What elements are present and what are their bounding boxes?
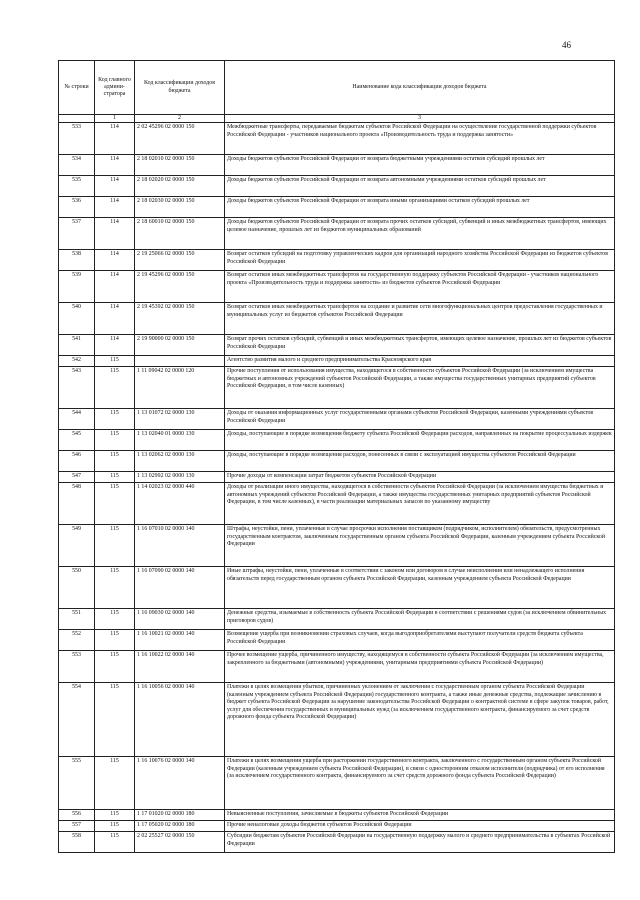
classification-code-cell: 1 13 02040 01 0000 130 [135, 430, 225, 451]
row-number-cell: 533 [59, 123, 95, 155]
classification-name-cell: Денежные средства, изымаемые в собственность субъекта Российской Федерации в соответствии с решениями судов (за исключением обвинительных приговоров судов) [225, 609, 615, 630]
admin-code-cell: 115 [95, 483, 135, 525]
classification-name-cell: Доходы бюджетов субъектов Российской Федерации от возврата автономными учреждениями остатков субсидий прошлых лет [225, 176, 615, 197]
table-row [59, 409, 615, 430]
classification-code-cell: 2 02 25527 02 0000 150 [135, 832, 225, 853]
classification-code-cell: 2 19 45392 02 0000 150 [135, 303, 225, 335]
classification-code-cell: 1 16 10021 02 0000 140 [135, 630, 225, 651]
table-row [59, 303, 615, 335]
classification-name-cell: Доходы, поступающие в порядке возмещения бюджету субъекта Российской Федерации расходов, направленных на покрытие процессуальных издержек [225, 430, 615, 451]
classification-code-cell: 2 19 90000 02 0000 150 [135, 335, 225, 356]
row-number-cell: 556 [59, 810, 95, 821]
header-admin-code: Код главного админи-стратора [95, 61, 135, 115]
admin-code-cell: 115 [95, 810, 135, 821]
header-classification-name: Наименование кода классификации доходов бюджета [225, 61, 615, 115]
admin-code-cell: 114 [95, 197, 135, 218]
classification-code-cell: 1 17 01020 02 0000 180 [135, 810, 225, 821]
table-row [59, 609, 615, 630]
table-body [59, 123, 615, 853]
admin-code-cell: 115 [95, 367, 135, 409]
admin-code-cell: 114 [95, 155, 135, 176]
classification-name-cell: Доходы, поступающие в порядке возмещения расходов, понесенных в связи с эксплуатацией имущества субъектов Российской Федерации [225, 451, 615, 472]
row-number-cell: 534 [59, 155, 95, 176]
row-number-cell: 543 [59, 367, 95, 409]
classification-name-cell: Платежи в целях возмещения убытков, причиненных уклонением от заключения с государственным органом субъекта Российской Федерации (казенным учреждением субъекта Российской Федерации) государственного контракта, а также иные денежные средства, подлежащие зачислению в бюджет субъекта Российской Федерации за нарушение законодательства Российской Федерации о контрактной системе в сфере закупок товаров, работ, услуг для обеспечения государственных и муниципальных нужд (за исключением государственного контракта, финансируемого за счет средств дорожного фонда субъекта Российской Федерации) [225, 683, 615, 757]
row-number-cell: 549 [59, 525, 95, 567]
row-number-cell: 554 [59, 683, 95, 757]
table-row [59, 630, 615, 651]
classification-name-cell: Иные штрафы, неустойки, пени, уплаченные в соответствии с законом или договором в случае неисполнения или ненадлежащего исполнения обязательств перед государственным органом субъекта Российской Федерации, казенным учреждением субъекта Российской Федерации [225, 567, 615, 609]
admin-code-cell: 114 [95, 176, 135, 197]
classification-code-cell: 2 18 02030 02 0000 150 [135, 197, 225, 218]
table-row [59, 367, 615, 409]
classification-name-cell: Субсидии бюджетам субъектов Российской Федерации на государственную поддержку малого и среднего предпринимательства в субъектах Российской Федерации [225, 832, 615, 853]
classification-code-cell [135, 356, 225, 367]
row-number-cell: 546 [59, 451, 95, 472]
table-header-row [59, 61, 615, 115]
classification-name-cell: Возврат прочих остатков субсидий, субвенций и иных межбюджетных трансфертов, имеющих целевое назначение, прошлых лет из бюджетов субъектов Российской Федерации [225, 335, 615, 356]
classification-name-cell: Прочие неналоговые доходы бюджетов субъектов Российской Федерации [225, 821, 615, 832]
classification-code-cell: 2 18 02010 02 0000 150 [135, 155, 225, 176]
row-number-cell: 557 [59, 821, 95, 832]
table-row [59, 123, 615, 155]
classification-name-cell: Возврат остатков иных межбюджетных трансфертов на государственную поддержку субъектов Российской Федерации - участников национального проекта «Производительность труда и поддержка занятости» из бюджетов субъектов Российской Федерации [225, 271, 615, 303]
admin-code-cell: 115 [95, 651, 135, 683]
admin-code-cell: 115 [95, 472, 135, 483]
classification-code-cell: 1 13 02992 02 0000 130 [135, 472, 225, 483]
table-row [59, 757, 615, 810]
admin-code-cell: 115 [95, 757, 135, 810]
admin-code-cell: 114 [95, 218, 135, 250]
table-row [59, 651, 615, 683]
classification-name-cell: Агентство развития малого и среднего предпринимательства Красноярского края [225, 356, 615, 367]
row-number-cell: 545 [59, 430, 95, 451]
table-row [59, 821, 615, 832]
classification-code-cell: 1 16 09030 02 0000 140 [135, 609, 225, 630]
row-number-cell: 555 [59, 757, 95, 810]
classification-name-cell: Возврат остатков иных межбюджетных трансфертов на создание и развитие сети многофункциональных центров предоставления государственных и муниципальных услуг из бюджетов субъектов Российской Федерации [225, 303, 615, 335]
classification-name-cell: Доходы бюджетов субъектов Российской Федерации от возврата иными организациями остатков субсидий прошлых лет [225, 197, 615, 218]
admin-code-cell: 115 [95, 567, 135, 609]
row-number-cell: 537 [59, 218, 95, 250]
table-row [59, 832, 615, 853]
table-row [59, 567, 615, 609]
row-number-cell: 551 [59, 609, 95, 630]
table-row [59, 197, 615, 218]
row-number-cell: 541 [59, 335, 95, 356]
row-number-cell: 552 [59, 630, 95, 651]
table-row [59, 472, 615, 483]
row-number-cell: 547 [59, 472, 95, 483]
admin-code-cell: 115 [95, 630, 135, 651]
classification-code-cell: 1 16 10056 02 0000 140 [135, 683, 225, 757]
row-number-cell: 535 [59, 176, 95, 197]
classification-name-cell: Прочие поступления от использования имущества, находящегося в собственности субъектов Российской Федерации (за исключением имущества бюджетных и автономных учреждений субъектов Российской Федерации, а также имущества государственных унитарных предприятий субъектов Российской Федерации, в том числе казенных) [225, 367, 615, 409]
row-number-cell: 539 [59, 271, 95, 303]
table-row [59, 176, 615, 197]
classification-name-cell: Доходы от оказания информационных услуг государственными органами субъектов Российской Федерации, казенными учреждениями субъектов Российской Федерации [225, 409, 615, 430]
header-row-number: № строки [59, 61, 95, 115]
table-row [59, 155, 615, 176]
row-number-cell: 544 [59, 409, 95, 430]
table-row [59, 335, 615, 356]
admin-code-cell: 115 [95, 683, 135, 757]
table-row [59, 810, 615, 821]
classification-code-cell: 2 02 45296 02 0000 150 [135, 123, 225, 155]
row-number-cell: 536 [59, 197, 95, 218]
classification-code-cell: 2 18 60010 02 0000 150 [135, 218, 225, 250]
table-row [59, 356, 615, 367]
classification-name-cell: Доходы бюджетов субъектов Российской Федерации от возврата прочих остатков субсидий, субвенций и иных межбюджетных трансфертов, имеющих целевое назначение, прошлых лет из бюджетов муниципальных образований [225, 218, 615, 250]
table-row [59, 483, 615, 525]
header-classification-code: Код классификации доходов бюджета [135, 61, 225, 115]
classification-code-cell: 1 17 05020 02 0000 180 [135, 821, 225, 832]
admin-code-cell: 115 [95, 832, 135, 853]
table-row [59, 218, 615, 250]
classification-name-cell: Невыясненные поступления, зачисляемые в бюджеты субъектов Российской Федерации [225, 810, 615, 821]
column-index-cell: 1 [95, 115, 135, 123]
classification-code-cell: 1 16 10076 02 0000 140 [135, 757, 225, 810]
table-row [59, 271, 615, 303]
row-number-cell: 548 [59, 483, 95, 525]
table-row [59, 683, 615, 757]
admin-code-cell: 114 [95, 123, 135, 155]
table-row [59, 451, 615, 472]
row-number-cell: 538 [59, 250, 95, 271]
classification-name-cell: Возврат остатков субсидий на подготовку управленческих кадров для организаций народного хозяйства Российской Федерации из бюджетов субъектов Российской Федерации [225, 250, 615, 271]
classification-name-cell: Доходы от реализации иного имущества, находящегося в собственности субъектов Российской Федерации (за исключением имущества бюджетных и автономных учреждений субъектов Российской Федерации, а также имущества государственных унитарных предприятий субъектов Российской Федерации, в том числе казенных), в части реализации материальных запасов по указанному имуществу [225, 483, 615, 525]
classification-name-cell: Прочие доходы от компенсации затрат бюджетов субъектов Российской Федерации [225, 472, 615, 483]
admin-code-cell: 114 [95, 335, 135, 356]
table-row [59, 430, 615, 451]
column-index-cell: 2 [135, 115, 225, 123]
column-index-cell [59, 115, 95, 123]
classification-code-cell: 1 13 02062 02 0000 130 [135, 451, 225, 472]
admin-code-cell: 115 [95, 356, 135, 367]
classification-code-cell: 2 19 25066 02 0000 150 [135, 250, 225, 271]
classification-code-cell: 1 11 09042 02 0000 120 [135, 367, 225, 409]
admin-code-cell: 115 [95, 430, 135, 451]
admin-code-cell: 115 [95, 451, 135, 472]
row-number-cell: 540 [59, 303, 95, 335]
classification-code-cell: 1 13 01072 02 0000 130 [135, 409, 225, 430]
budget-revenue-table [58, 60, 615, 853]
classification-name-cell: Межбюджетные трансферты, передаваемые бюджетам субъектов Российской Федерации на осуществление государственной поддержки субъектов Российской Федерации - участников национального проекта «Производительность труда и поддержка занятости» [225, 123, 615, 155]
row-number-cell: 558 [59, 832, 95, 853]
budget-revenue-table-container [58, 60, 614, 853]
classification-name-cell: Возмещение ущерба при возникновении страховых случаев, когда выгодоприобретателями выступают получатели средств бюджета субъекта Российской Федерации [225, 630, 615, 651]
table-row [59, 525, 615, 567]
column-index-row [59, 115, 615, 123]
admin-code-cell: 114 [95, 303, 135, 335]
classification-code-cell: 1 16 07010 02 0000 140 [135, 525, 225, 567]
column-index-cell: 3 [225, 115, 615, 123]
row-number-cell: 542 [59, 356, 95, 367]
classification-code-cell: 1 16 10022 02 0000 140 [135, 651, 225, 683]
admin-code-cell: 115 [95, 525, 135, 567]
row-number-cell: 553 [59, 651, 95, 683]
classification-name-cell: Доходы бюджетов субъектов Российской Федерации от возврата бюджетными учреждениями остатков субсидий прошлых лет [225, 155, 615, 176]
classification-code-cell: 1 14 02023 02 0000 440 [135, 483, 225, 525]
row-number-cell: 550 [59, 567, 95, 609]
admin-code-cell: 115 [95, 821, 135, 832]
page-number: 46 [562, 40, 571, 50]
table-row [59, 250, 615, 271]
classification-name-cell: Платежи в целях возмещения ущерба при расторжении государственного контракта, заключенного с государственным органом субъекта Российской Федерации (казенным учреждением субъекта Российской Федерации), в связи с односторонним отказом исполнителя (подрядчика) от его исполнения (за исключением государственного контракта, финансируемого за счет средств дорожного фонда субъекта Российской Федерации) [225, 757, 615, 810]
admin-code-cell: 114 [95, 271, 135, 303]
classification-name-cell: Прочее возмещение ущерба, причиненного имуществу, находящемуся в собственности субъекта Российской Федерации (за исключением имущества, закрепленного за бюджетными (автономными) учреждениями, унитарными предприятиями субъекта Российской Федерации) [225, 651, 615, 683]
admin-code-cell: 115 [95, 609, 135, 630]
classification-code-cell: 2 19 45296 02 0000 150 [135, 271, 225, 303]
admin-code-cell: 115 [95, 409, 135, 430]
classification-name-cell: Штрафы, неустойки, пени, уплаченные в случае просрочки исполнения поставщиком (подрядчиком, исполнителем) обязательств, предусмотренных государственным контрактом, заключенным государственным органом субъекта Российской Федерации, казенным учреждением субъекта Российской Федерации [225, 525, 615, 567]
classification-code-cell: 2 18 02020 02 0000 150 [135, 176, 225, 197]
admin-code-cell: 114 [95, 250, 135, 271]
classification-code-cell: 1 16 07090 02 0000 140 [135, 567, 225, 609]
